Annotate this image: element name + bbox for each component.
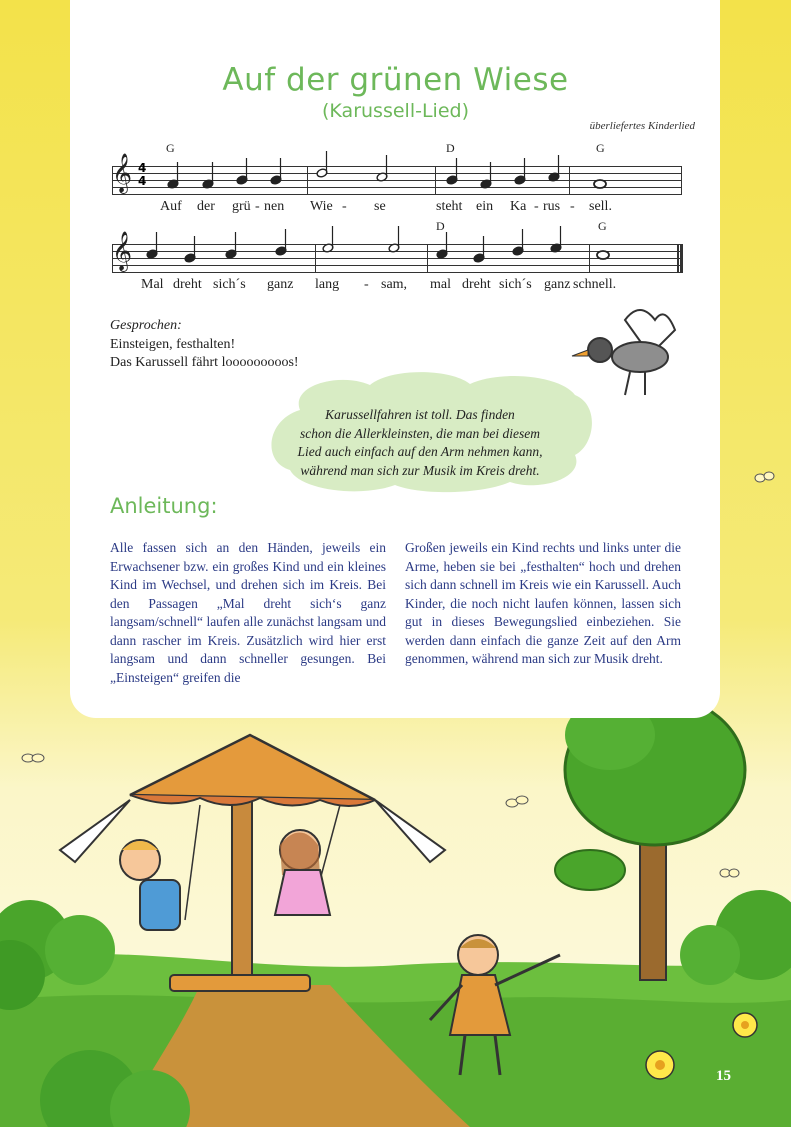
tip-line: schon die Allerkleinsten, die man bei diesem [299, 425, 541, 441]
lyric: sell. [589, 199, 612, 214]
song-source: überliefertes Kinderlied [589, 120, 695, 132]
lyric: Auf [160, 199, 182, 214]
lyric: ganz [544, 277, 571, 292]
lyric: mal [430, 277, 451, 292]
page-subtitle: (Karussell-Lied) [322, 100, 469, 122]
instructions-column-1: Alle fassen sich an den Händen, jeweils ein Erwachsener bzw. ein großes Kind und ein kleines Kind im Wechsel, und drehen sich im Kreis. Bei den Passagen „Mal dreht sich‘s ganz langsam/schnell“ laufen alle zunächst langsam und dann rascher im Kreis. Zusätzlich wird hier erst langsam und dann schneller gesungen. Bei „Einsteigen“ greifen die [110, 540, 386, 685]
instructions-heading: Anleitung: [110, 494, 218, 518]
chord: D [436, 219, 445, 233]
lyric: steht [436, 199, 463, 214]
lyric: Ka [510, 199, 527, 214]
lyric: ein [476, 199, 494, 214]
time-signature: 4 4 [138, 161, 147, 188]
lyric: - [364, 277, 369, 292]
treble-clef-icon: 𝄞 [112, 153, 133, 193]
tip-line: während man sich zur Musik im Kreis dreht. [300, 462, 540, 478]
lyric: lang [315, 277, 340, 292]
tip-line: Karussellfahren ist toll. Das finden [325, 407, 515, 422]
page-number: 15 [716, 1068, 731, 1084]
lyric: nen [264, 199, 285, 214]
page-title: Auf der grünen Wiese [222, 62, 569, 98]
lyric: Wie [310, 199, 333, 214]
lyric: - [570, 199, 575, 214]
lyric: dreht [173, 277, 202, 292]
lyric: grü [232, 199, 251, 214]
chord: D [446, 141, 455, 155]
spoken-heading: Gesprochen: [110, 318, 182, 333]
tip-line: Lied auch einfach auf den Arm nehmen kann, [297, 444, 543, 459]
tip-text [270, 406, 570, 480]
lyric: sam, [381, 277, 408, 292]
lyric: sich´s [213, 277, 246, 292]
lyric: der [197, 199, 215, 214]
lyric: - [534, 199, 539, 214]
instructions-column-2: Großen jeweils ein Kind rechts und links unter die Arme, heben sie bei „festhalten“ hoch und drehen sich dann schnell im Kreis wie ein Karussell. Auch Kinder, die noch nicht laufen können, lassen sich gut in dieses Bewegungslied einbeziehen. Sie werden dann einfach die ganze Zeit auf den Arm genommen, während man sich zur Musik dreht. [405, 540, 681, 666]
chord: G [166, 141, 175, 155]
lyric: - [342, 199, 347, 214]
lyric: ganz [267, 277, 294, 292]
spoken-line: Das Karussell fährt looooooooos! [110, 355, 299, 370]
chord: G [596, 141, 605, 155]
lyric: sich´s [499, 277, 532, 292]
lyric: schnell. [573, 277, 617, 292]
treble-clef-icon: 𝄞 [112, 231, 133, 271]
lyric: - [255, 199, 260, 214]
lyric: Mal [141, 277, 164, 292]
lyric: dreht [462, 277, 491, 292]
chord: G [598, 219, 607, 233]
spoken-line: Einsteigen, festhalten! [110, 337, 236, 352]
lyric: se [374, 199, 386, 214]
lyric: rus [543, 199, 561, 214]
